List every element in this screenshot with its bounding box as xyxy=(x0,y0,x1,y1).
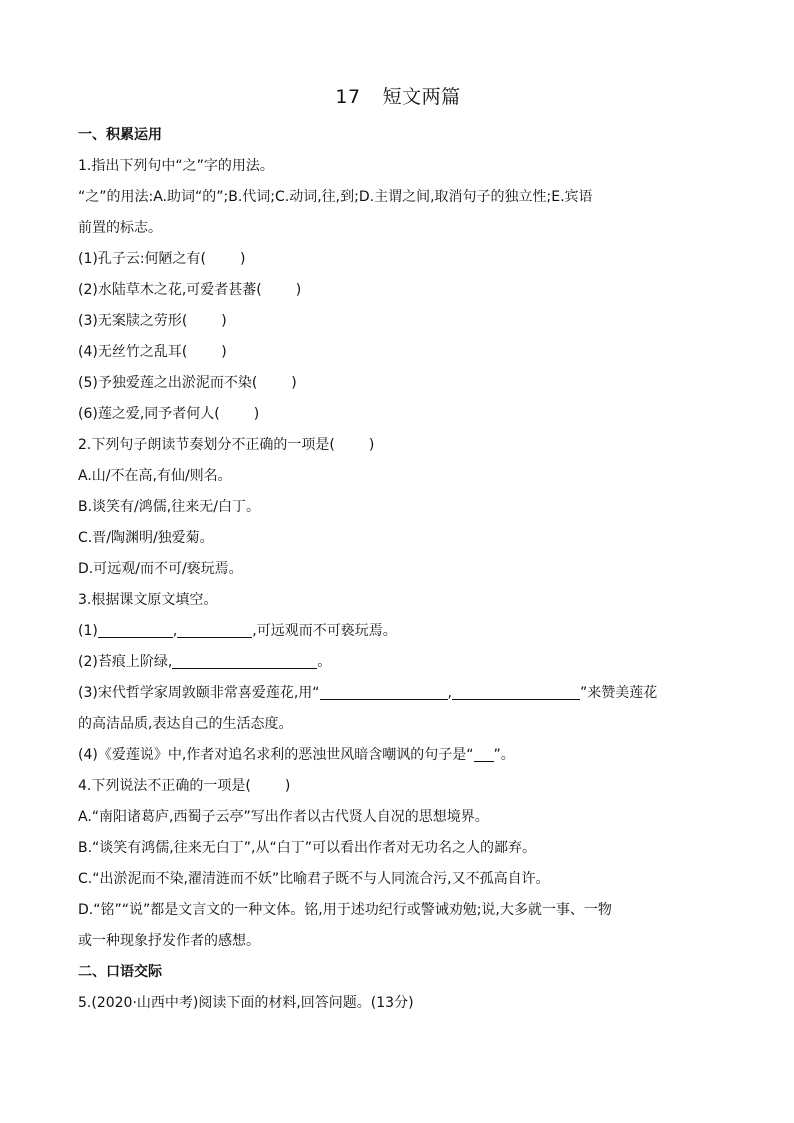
fill-blank[interactable] xyxy=(98,621,173,638)
question-2-option-a: A.山/不在高,有仙/则名。 xyxy=(78,468,232,484)
question-1-usage-line-1: “之”的用法:A.助词“的”;B.代词;C.动词,往,到;D.主谓之间,取消句子的独立性;E.宾语 xyxy=(78,189,593,205)
question-3-item-2: (2)苔痕上阶绿, 。 xyxy=(78,654,332,670)
page-title xyxy=(78,84,718,114)
question-2-option-b: B.谈笑有/鸿儒,往来无/白丁。 xyxy=(78,499,260,515)
question-1-item-4: (4)无丝竹之乱耳( ) xyxy=(78,344,227,360)
lesson-title: 短文两篇 xyxy=(382,86,461,108)
question-4-option-d-line-2: 或一种现象抒发作者的感想。 xyxy=(78,933,260,949)
question-2-option-d: D.可远观/而不可/亵玩焉。 xyxy=(78,561,243,577)
fill-blank[interactable] xyxy=(320,683,448,700)
fill-blank[interactable] xyxy=(474,745,494,762)
question-2-stem: 2.下列句子朗读节奏划分不正确的一项是( ) xyxy=(78,437,375,453)
question-1-item-6: (6)莲之爱,同予者何人( ) xyxy=(78,406,260,422)
question-4-option-c: C.“出淤泥而不染,濯清涟而不妖”比喻君子既不与人同流合污,又不孤高自许。 xyxy=(78,871,550,887)
question-2-option-c: C.晋/陶渊明/独爱菊。 xyxy=(78,530,214,546)
question-4-option-a: A.“南阳诸葛庐,西蜀子云亭”写出作者以古代贤人自况的思想境界。 xyxy=(78,809,489,825)
question-1-item-3: (3)无案牍之劳形( ) xyxy=(78,313,227,329)
question-1-stem: 1.指出下列句中“之”字的用法。 xyxy=(78,158,274,174)
section-heading-oral-communication: 二、口语交际 xyxy=(78,964,162,980)
question-3-stem: 3.根据课文原文填空。 xyxy=(78,592,218,608)
question-4-option-d-line-1: D.“铭”“说”都是文言文的一种文体。铭,用于述功纪行或警诫劝勉;说,大多就一事、一物 xyxy=(78,902,612,918)
question-1-item-2: (2)水陆草木之花,可爱者甚蕃( ) xyxy=(78,282,302,298)
question-3-item-3: (3)宋代哲学家周敦颐非常喜爱莲花,用“ , ”来赞美莲花 xyxy=(78,685,658,701)
fill-blank[interactable] xyxy=(452,683,580,700)
question-3-item-1: (1) , ,可远观而不可亵玩焉。 xyxy=(78,623,397,639)
question-1-item-1: (1)孔子云:何陋之有( ) xyxy=(78,251,246,267)
question-1-usage-line-2: 前置的标志。 xyxy=(78,220,162,236)
worksheet-page xyxy=(78,84,718,1019)
question-3-item-3-line-2: 的高洁品质,表达自己的生活态度。 xyxy=(78,716,293,732)
fill-blank[interactable] xyxy=(172,652,317,669)
question-5-stem: 5.(2020·山西中考)阅读下面的材料,回答问题。(13分) xyxy=(78,995,414,1011)
question-4-option-b: B.“谈笑有鸿儒,往来无白丁”,从“白丁”可以看出作者对无功名之人的鄙弃。 xyxy=(78,840,536,856)
section-heading-accumulation: 一、积累运用 xyxy=(78,127,162,143)
lesson-number: 17 xyxy=(335,86,361,108)
question-3-item-4: (4)《爱莲说》中,作者对追名求利的恶浊世风暗含嘲讽的句子是“ ”。 xyxy=(78,747,515,763)
question-1-item-5: (5)予独爱莲之出淤泥而不染( ) xyxy=(78,375,297,391)
question-4-stem: 4.下列说法不正确的一项是( ) xyxy=(78,778,291,794)
fill-blank[interactable] xyxy=(177,621,252,638)
